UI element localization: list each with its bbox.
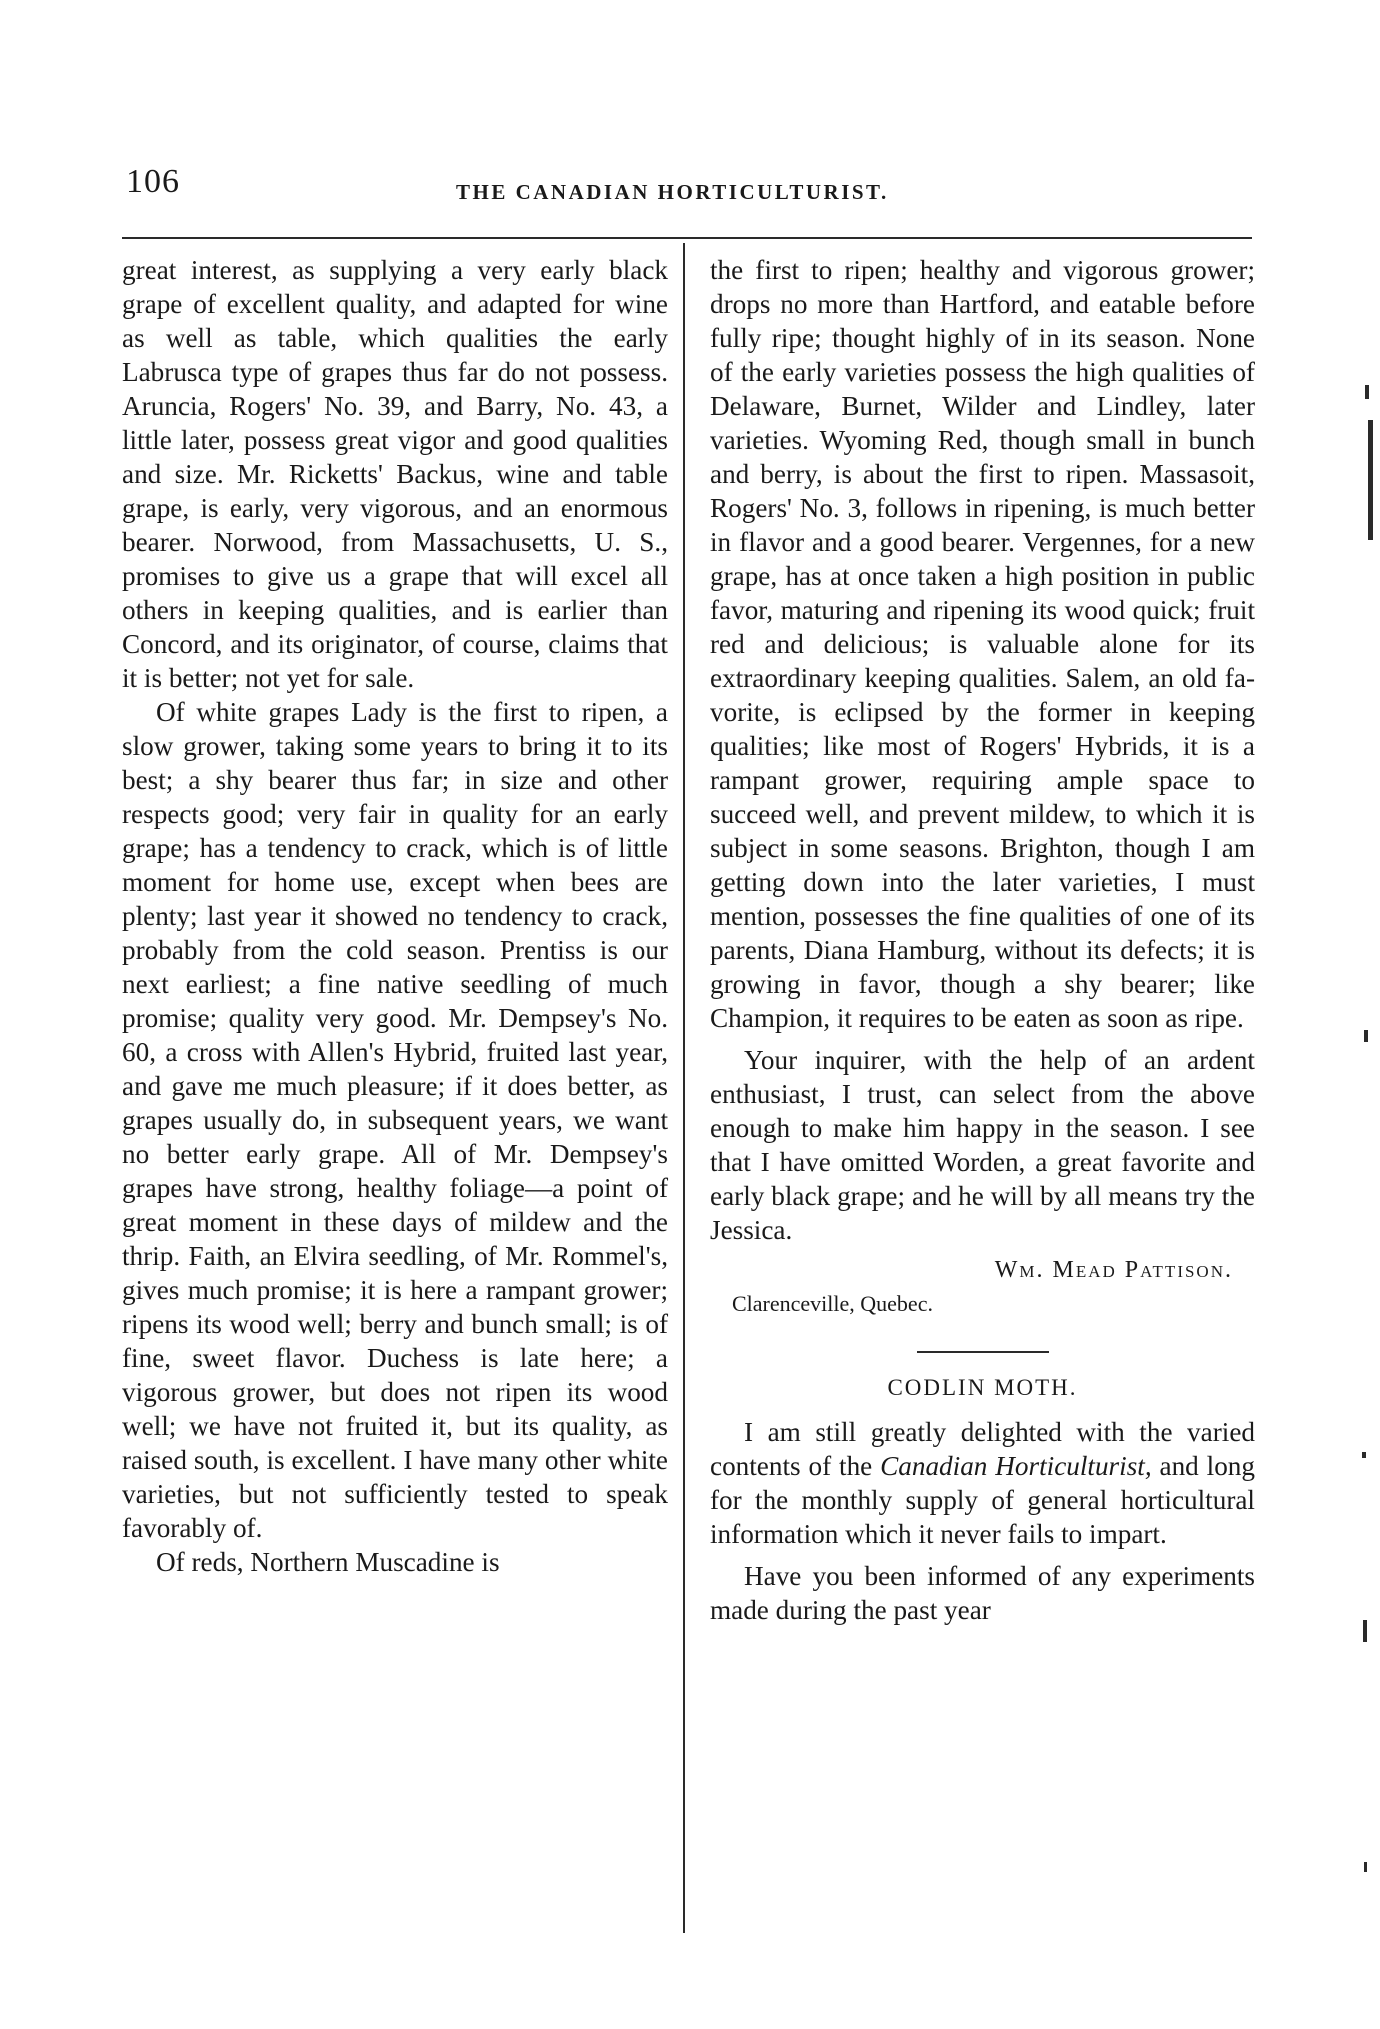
margin-dot bbox=[1364, 1030, 1368, 1042]
margin-bar bbox=[1368, 420, 1373, 540]
left-paragraph-1: great interest, as supplying a very early black grape of excellent quality, and adapted for wine as well as table, which qualities the early Labrusca type of grapes thus far do not possess. Aruncia, Rogers' No. 39, and Barry, No. 43, a little later, possess great vigor and good qualities and size. Mr. Ricketts' Backus, wine and table grape, is early, very vigorous, and an enormous bearer. Norwood, from Massachusetts, U. S., promises to give us a grape that will excel all others in keeping qualities, and is earlier than Concord, and its originator, of course, claims that it is better; not yet for sale. bbox=[122, 255, 668, 693]
right-paragraph-3-start: I am still greatly delighted with the varied contents of the bbox=[710, 1417, 1255, 1481]
left-column bbox=[122, 253, 668, 1579]
section-rule bbox=[917, 1351, 1049, 1353]
page-number: 106 bbox=[126, 163, 180, 200]
right-paragraph-2: Your inquirer, with the help of an ardent enthusiast, I trust, can select from the above enough to make him happy in the season. I see that I have omitted Worden, a great favorite and early black grape; and he will by all means try the Jessica. bbox=[710, 1045, 1255, 1245]
right-paragraph-4: Have you been informed of any experiments made during the past year bbox=[710, 1561, 1255, 1625]
section-heading: CODLIN MOTH. bbox=[887, 1375, 1078, 1400]
margin-dot bbox=[1365, 385, 1369, 399]
left-paragraph-2: Of white grapes Lady is the first to ripen, a slow grower, taking some years to bring it to its best; a shy bearer thus far; in size and other respects good; very fair in quality for an early grape; has a tendency to crack, which is of little moment for home use, except when bees are plenty; last year it showed no tendency to crack, probably from the cold season. Prentiss is our next earliest; a fine native seedling of much promise; quality very good. Mr. Dempsey's No. 60, a cross with Allen's Hybrid, fruited last year, and gave me much pleasure; if it does better, as grapes usually do, in subsequent years, we want no better early grape. All of Mr. Dempsey's grapes have strong, healthy foliage—a point of great moment in these days of mildew and the thrip. Faith, an Elvira seedling, of Mr. Rommel's, gives much promise; it is here a rampant grower; ripens its wood well; berry and bunch small; is of fine, sweet flavor. Duchess is late here; a vigorous grower, but does not ripen its wood well; we have not fruited it, but its quality, as raised south, is excellent. I have many other white varieties, but not sufficiently tested to speak favorably of. bbox=[122, 697, 668, 1543]
publication-title: Canadian Horticulturist, bbox=[880, 1451, 1152, 1481]
signature-place: Clarenceville, Quebec. bbox=[732, 1291, 933, 1316]
right-paragraph-3 bbox=[710, 1415, 1255, 1551]
column-divider bbox=[683, 243, 685, 1933]
margin-dot bbox=[1362, 1452, 1366, 1458]
right-paragraph-3-end: and long for the monthly supply of general horticultural information which it never fails to impart. bbox=[710, 1451, 1255, 1549]
margin-dot bbox=[1364, 1862, 1367, 1872]
left-paragraph-3: Of reds, Northern Muscadine is bbox=[156, 1547, 500, 1577]
signature-name: Wm. Mead Pattison. bbox=[994, 1257, 1233, 1283]
margin-dot bbox=[1363, 1620, 1367, 1642]
right-column bbox=[710, 253, 1255, 1627]
right-paragraph-1: the first to ripen; healthy and vigorous grower; drops no more than Hartford, and eatable before fully ripe; thought highly of in its season. None of the early varieties possess the high qualities of Delaware, Burnet, Wilder and Lindley, later varieties. Wyoming Red, though small in bunch and berry, is about the first to ripen. Massasoit, Rogers' No. 3, follows in ripening, is much better in flavor and a good bearer. Vergennes, for a new grape, has at once taken a high position in public favor, maturing and ripening its wood quick; fruit red and delicious; is valuable alone for its extraordinary keeping qualities. Salem, an old favorite, is eclipsed by the former in keeping qualities; like most of Rogers' Hybrids, it is a rampant grower, requiring ample space to succeed well, and prevent mildew, to which it is subject in some seasons. Brighton, though I am getting down into the later varieties, I must mention, possesses the fine qualities of one of its parents, Diana Hamburg, without its defects; it is growing in favor, though a shy bearer; like Champion, it requires to be eaten as soon as ripe. bbox=[710, 255, 1255, 1033]
header-rule bbox=[122, 237, 1252, 239]
running-head: THE CANADIAN HORTICULTURIST. bbox=[456, 180, 889, 204]
